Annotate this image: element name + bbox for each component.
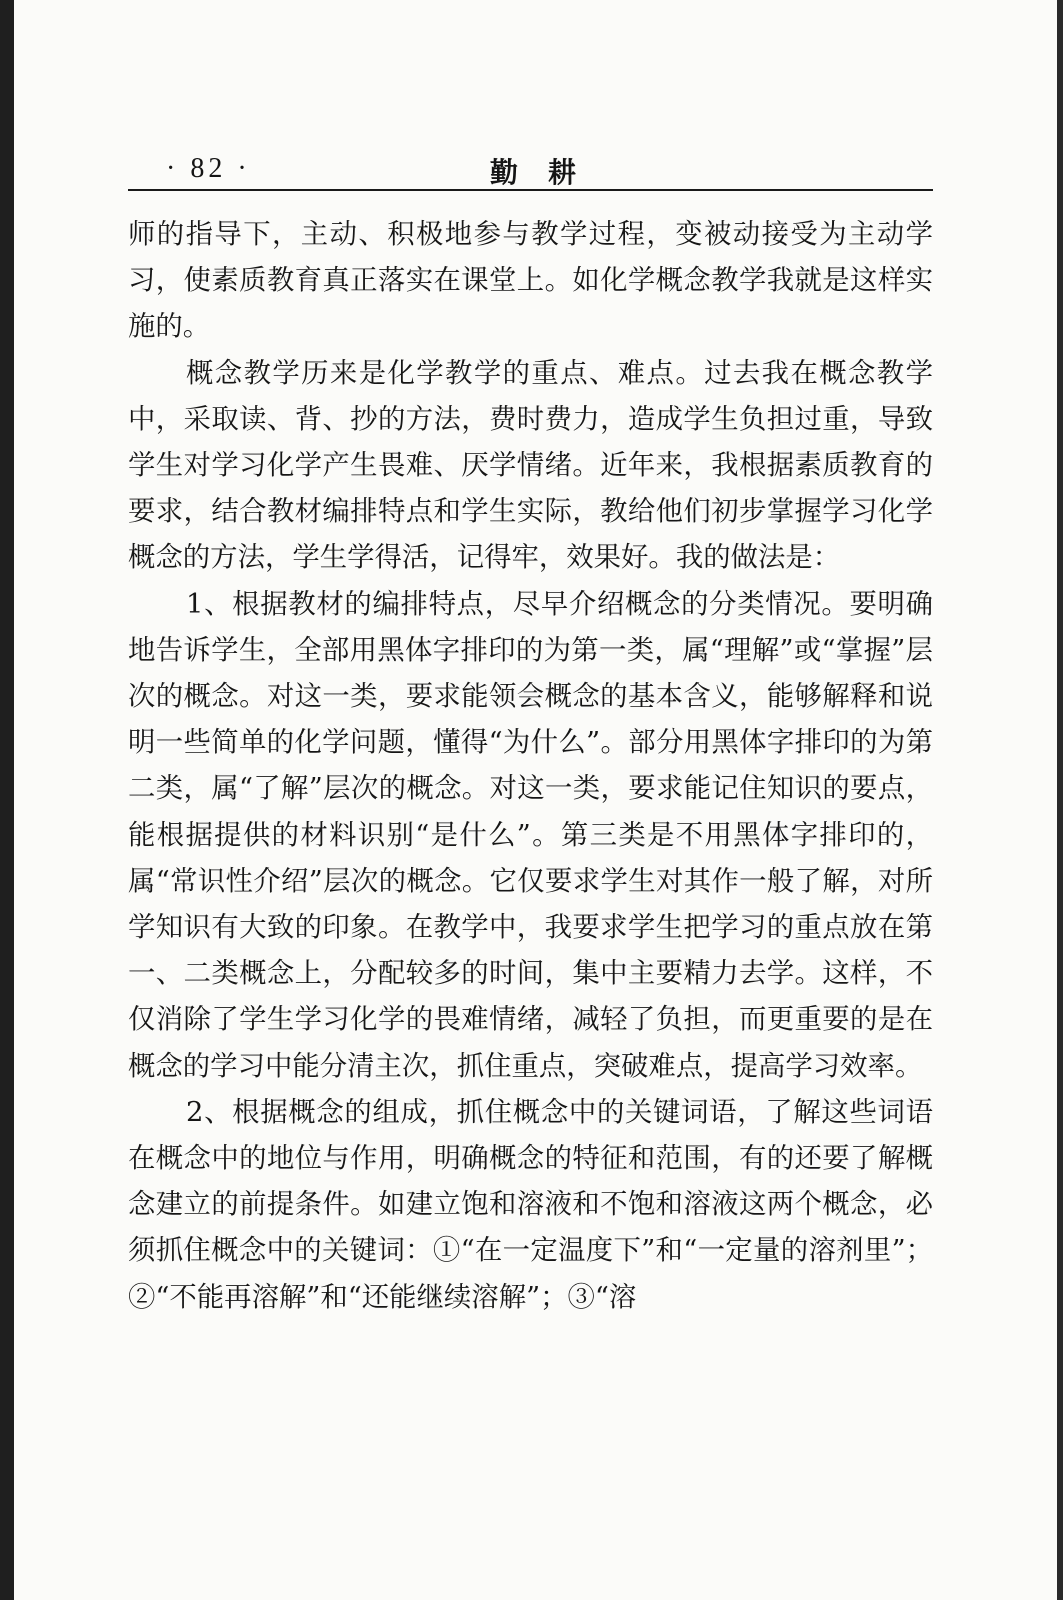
header-rule <box>128 189 933 191</box>
paragraph-intro: 概念教学历来是化学教学的重点、难点。过去我在概念教学中，采取读、背、抄的方法，费时费力，造成学生负担过重，导致学生对学习化学产生畏难、厌学情绪。近年来，我根据素质教育的要求，结合教材编排特点和学生实际，教给他们初步掌握学习化学概念的方法，学生学得活，记得牢，效果好。我的做法是： <box>128 357 933 574</box>
page-number: · 82 · <box>166 153 251 184</box>
paragraph-point-2: 2、根据概念的组成，抓住概念中的关键词语，了解这些词语在概念中的地位与作用，明确概念的特征和范围，有的还要了解概念建立的前提条件。如建立饱和溶液和不饱和溶液这两个概念，必须抓住概念中的关键词：①“在一定温度下”和“一定量的溶剂里”；②“不能再溶解”和“还能继续溶解”；③“溶 <box>128 1096 933 1313</box>
scan-edge-left <box>0 0 14 1600</box>
paragraph-point-1: 1、根据教材的编排特点，尽早介绍概念的分类情况。要明确地告诉学生，全部用黑体字排印的为第一类，属“理解”或“掌握”层次的概念。对这一类，要求能领会概念的基本含义，能够解释和说明一些简单的化学问题，懂得“为什么”。部分用黑体字排印的为第二类，属“了解”层次的概念。对这一类，要求能记住知识的要点，能根据提供的材料识别“是什么”。第三类是不用黑体字排印的，属“常识性介绍”层次的概念。它仅要求学生对其作一般了解，对所学知识有大致的印象。在教学中，我要求学生把学习的重点放在第一、二类概念上，分配较多的时间，集中主要精力去学。这样，不仅消除了学生学习化学的畏难情绪，减轻了负担，而更重要的是在概念的学习中能分清主次，抓住重点，突破难点，提高学习效率。 <box>128 588 933 1082</box>
running-title: 勤耕 <box>490 156 607 189</box>
paragraph-continued: 师的指导下，主动、积极地参与教学过程，变被动接受为主动学习，使素质教育真正落实在课堂上。如化学概念教学我就是这样实施的。 <box>128 219 933 343</box>
page-header <box>128 145 933 191</box>
body-text <box>128 212 933 1321</box>
scan-edge-right <box>1057 0 1063 1600</box>
